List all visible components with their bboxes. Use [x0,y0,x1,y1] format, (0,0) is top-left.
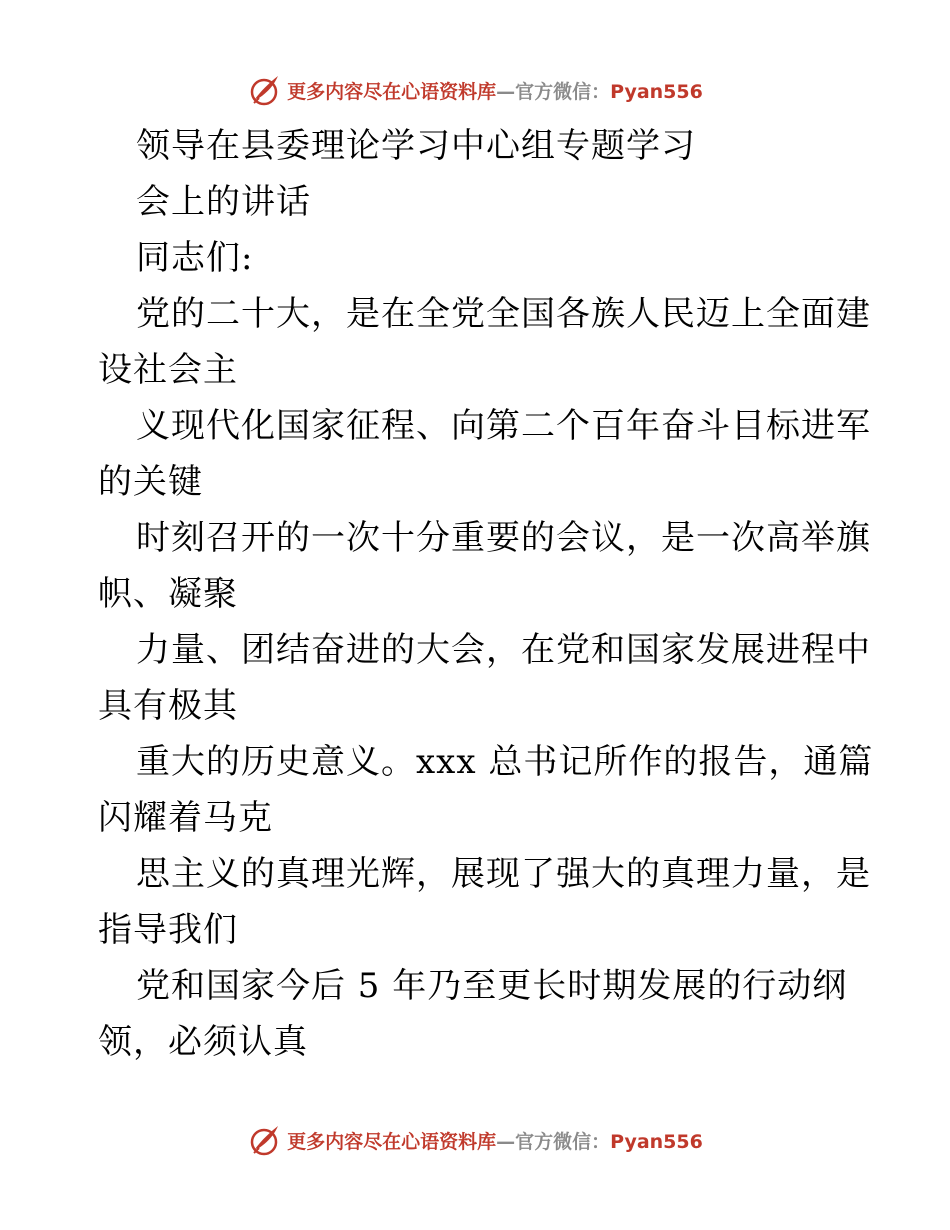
text-line: 设社会主 [98,350,238,390]
text-line: 思主义的真理光辉，展现了强大的真理力量，是 [136,854,871,894]
watermark-wechat-id: Pyan556 [610,1130,703,1153]
text-line: 党和国家今后 5 年乃至更长时期发展的行动纲 [136,966,848,1006]
text-line: 力量、团结奋进的大会，在党和国家发展进程中 [136,630,871,670]
text-line: 时刻召开的一次十分重要的会议，是一次高举旗 [136,518,871,558]
watermark-wechat-label: 官方微信： [515,1130,611,1153]
watermark-text [287,1127,703,1154]
watermark-site-text: 更多内容尽在心语资料库 [287,80,497,103]
text-line: 闪耀着马克 [98,798,273,838]
header-watermark [0,70,950,110]
text-line: 党的二十大，是在全党全国各族人民迈上全面建 [136,294,871,334]
watermark-site-text: 更多内容尽在心语资料库 [287,1130,497,1153]
watermark-wechat-id: Pyan556 [610,80,703,103]
watermark-wechat-label: 官方微信： [515,80,611,103]
watermark-content [247,73,703,107]
watermark-separator: — [496,1130,516,1153]
text-line: 具有极其 [98,686,238,726]
text-line: 领导在县委理论学习中心组专题学习 [136,126,696,166]
quill-pen-logo-icon [247,1123,281,1157]
watermark-content [247,1123,703,1157]
text-line: 指导我们 [98,910,238,950]
text-line: 同志们: [136,238,254,278]
footer-watermark [0,1120,950,1160]
text-line: 帜、凝聚 [98,574,238,614]
text-line: 领，必须认真 [98,1022,308,1062]
document-body [98,118,874,1070]
text-line: 义现代化国家征程、向第二个百年奋斗目标进军 [136,406,871,446]
text-line: 会上的讲话 [136,182,311,222]
text-line: 重大的历史意义。xxx 总书记所作的报告，通篇 [136,742,874,782]
watermark-text [287,77,703,104]
text-line: 的关键 [98,462,203,502]
watermark-separator: — [496,80,516,103]
quill-pen-logo-icon [247,73,281,107]
